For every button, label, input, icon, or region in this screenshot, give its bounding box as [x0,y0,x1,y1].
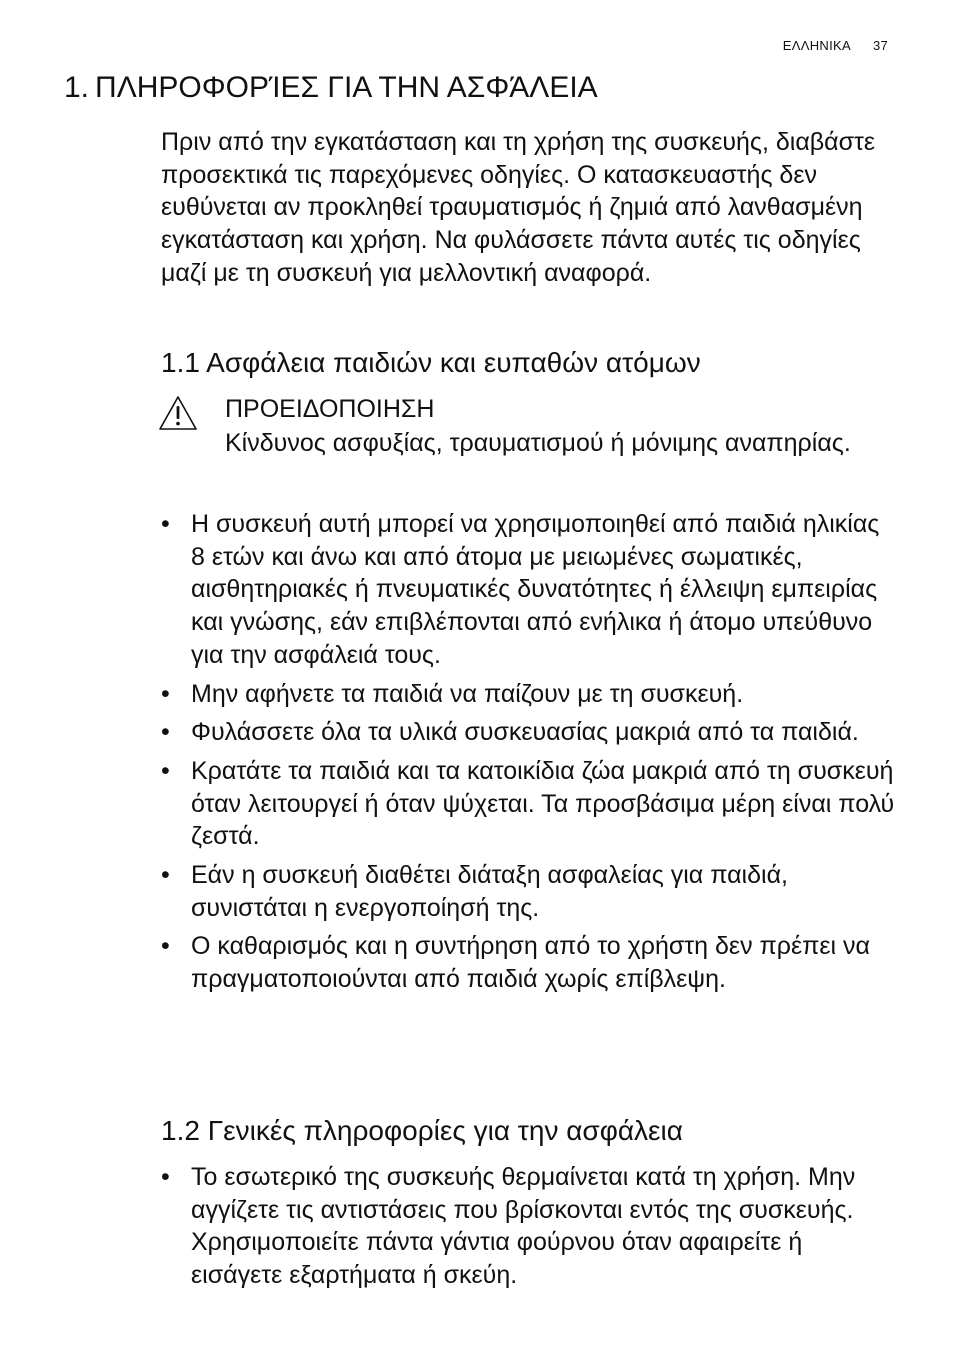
bullet-marker: • [161,679,170,708]
subsection-title-2 [161,1114,683,1148]
list-item [161,755,895,853]
list-item [161,1161,895,1292]
safety-list-general [161,1161,895,1298]
bullet-marker: • [161,718,170,747]
bullet-marker: • [161,861,170,890]
subsection-title-text: Ασφάλεια παιδιών και ευπαθών ατόμων [206,347,701,378]
intro-paragraph: Πριν από την εγκατάσταση και τη χρήση της συσκευής, διαβάστε προσεκτικά τις παρεχόμενες οδηγίες. Ο κατασκευαστής δεν ευθύνεται αν προκληθεί τραυματισμός ή ζημιά από λανθασμένη εγκατάσταση και χρήση. Να φυλάσσετε πάντα αυτές τις οδηγίες μαζί με τη συσκευή για μελλοντική αναφορά. [161,128,876,287]
section-title-text: ΠΛΗΡΟΦΟΡΊΕΣ ΓΙΑ ΤΗΝ ΑΣΦΆΛΕΙΑ [95,71,598,104]
warning-heading: ΠΡΟΕΙΔΟΠΟΙΗΣΗ [225,395,435,423]
list-item [161,678,895,711]
page-header [783,38,888,53]
bullet-marker: • [161,510,170,538]
list-item-text: Η συσκευή αυτή μπορεί να χρησιμοποιηθεί από παιδιά ηλικίας 8 ετών και άνω και από άτομα με μειωμένες σωματικές, αισθητηριακές ή πνευματικές δυνατότητες ή έλλειψη εμπειρίας και γνώσης, εάν επιβλέπονται από ενήλικα ή άτομο υπεύθυνο για την ασφάλειά τους. [191,510,880,669]
subsection-number: 1.2 [161,1115,200,1146]
subsection-title-1 [161,346,701,380]
list-item [161,930,895,995]
safety-list-children [161,508,895,1002]
list-item-text: Ο καθαρισμός και η συντήρηση από το χρήστη δεν πρέπει να πραγματοποιούνται από παιδιά χωρίς επίβλεψη. [191,932,870,994]
list-item-text: Το εσωτερικό της συσκευής θερμαίνεται κατά τη χρήση. Μην αγγίζετε τις αντιστάσεις που βρίσκονται εντός της συσκευής. Χρησιμοποιείτε πάντα γάντια φούρνου όταν αφαιρείτε ή εισάγετε εξαρτήματα ή σκεύη. [191,1163,856,1290]
list-item [161,716,895,749]
warning-text: Κίνδυνος ασφυξίας, τραυματισμού ή μόνιμης αναπηρίας. [225,429,851,457]
list-item-text: Εάν η συσκευή διαθέτει διάταξη ασφαλείας για παιδιά, συνιστάται η ενεργοποίησή της. [191,861,788,922]
section-title [64,70,598,106]
subsection-title-text: Γενικές πληροφορίες για την ασφάλεια [207,1115,683,1146]
list-item-text: Κρατάτε τα παιδιά και τα κατοικίδια ζώα μακριά από τη συσκευή όταν λειτουργεί ή όταν ψύχεται. Τα προσβάσιμα μέρη είναι πολύ ζεστά. [191,756,895,851]
list-item [161,508,895,672]
page-number: 37 [872,38,888,53]
bullet-marker: • [161,1163,170,1191]
list-item [161,859,895,924]
header-language: ΕΛΛΗΝΙΚΑ [782,38,851,53]
list-item-text: Φυλάσσετε όλα τα υλικά συσκευασίας μακριά από τα παιδιά. [191,718,859,747]
list-item-text: Μην αφήνετε τα παιδιά να παίζουν με τη συσκευή. [191,679,744,708]
bullet-marker: • [161,932,170,961]
warning-triangle-icon [158,395,198,431]
bullet-marker: • [161,756,170,785]
subsection-number: 1.1 [161,347,200,378]
section-number: 1. [64,71,90,104]
